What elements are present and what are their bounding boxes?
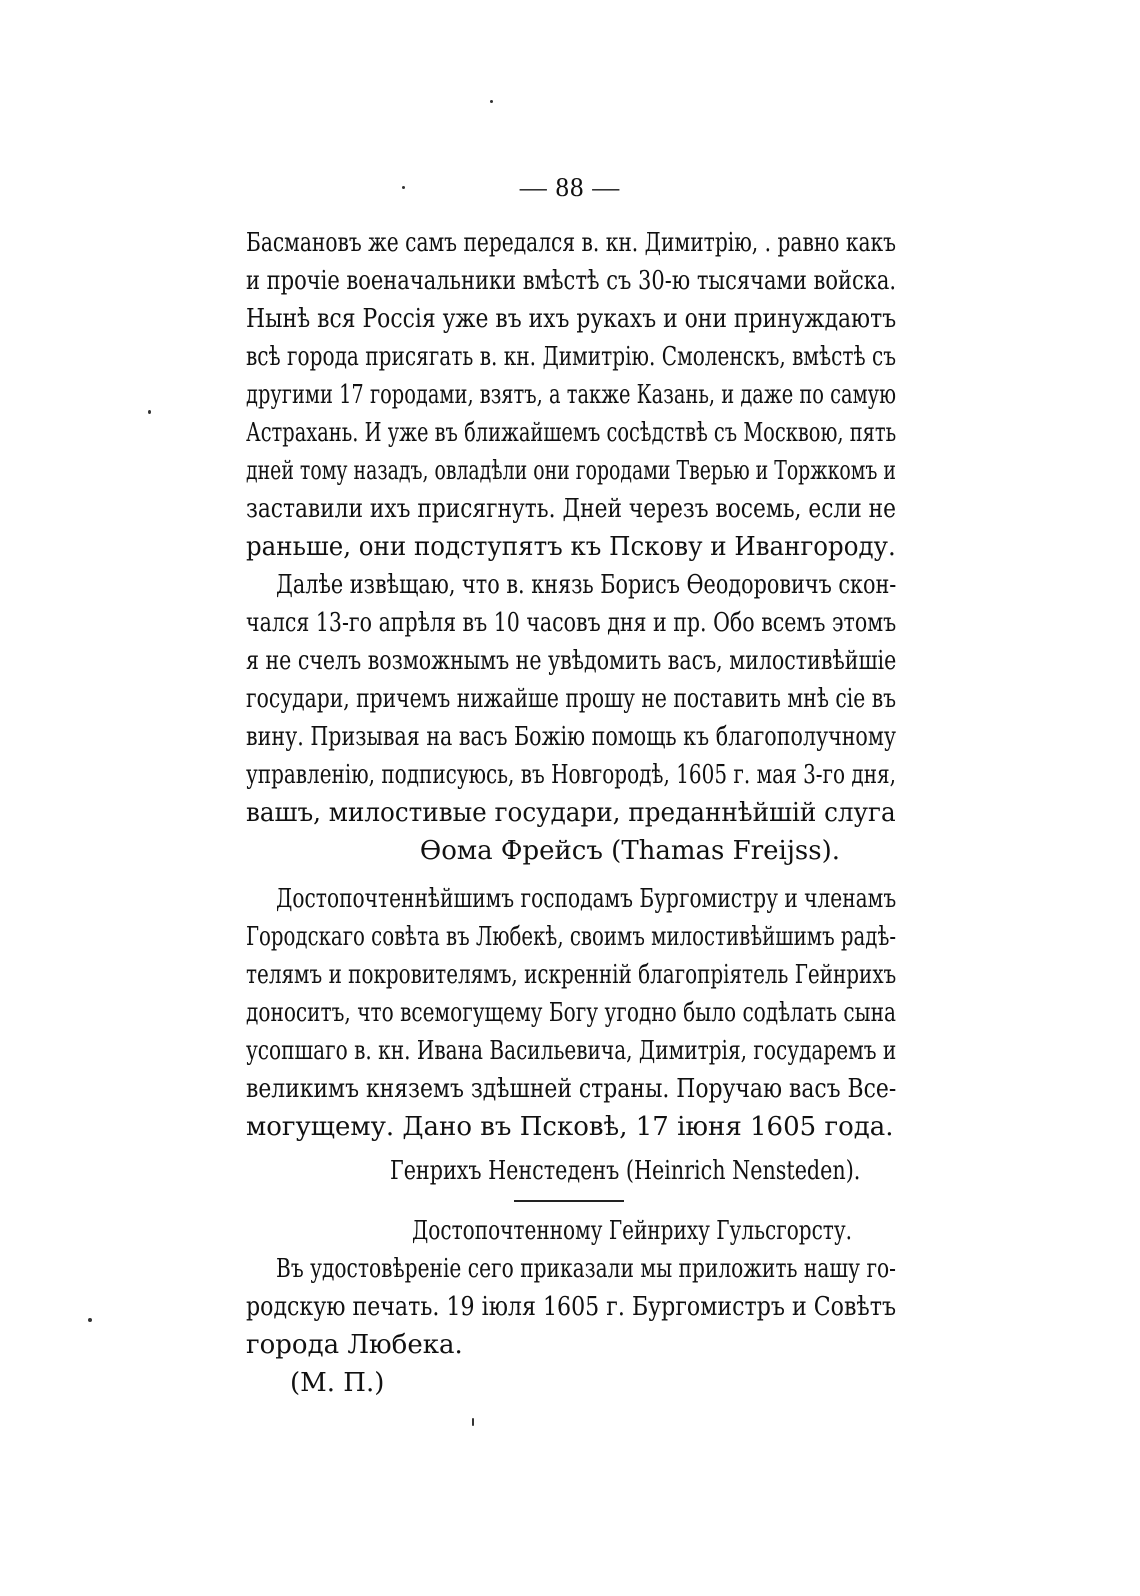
seal-mark: (М. П.): [290, 1368, 385, 1398]
text-line: могущему. Дано въ Псковѣ, 17 іюня 1605 года.: [246, 1112, 894, 1142]
text-line: раньше, они подступятъ къ Пскову и Ивангороду.: [246, 532, 896, 562]
section-divider: [514, 1200, 624, 1202]
text-line: города Любека.: [246, 1330, 463, 1360]
signature-freijss: Ѳома Фрейсъ (Thamas Freijss).: [419, 836, 840, 866]
paper-speck: [88, 1318, 92, 1322]
text-line: доноситъ, что всемогущему Богу угодно было содѣлать сына: [246, 998, 896, 1028]
text-line: Нынѣ вся Россія уже въ ихъ рукахъ и они принуждаютъ: [246, 304, 897, 334]
address-line: Достопочтенному Гейнриху Гульсгорсту.: [412, 1216, 853, 1246]
paper-speck: [148, 410, 151, 414]
text-line: Достопочтеннѣйшимъ господамъ Бургомистру и членамъ: [276, 884, 897, 914]
paper-speck: [402, 186, 405, 189]
text-line: телямъ и покровителямъ, искренній благопріятель Гейнрихъ: [246, 960, 897, 990]
text-line: и прочіе военачальники вмѣстѣ съ 30-ю тысячами войска.: [246, 266, 897, 296]
text-line: дней тому назадъ, овладѣли они городами Тверью и Торжкомъ и: [246, 456, 896, 486]
text-line: вашъ, милостивые государи, преданнѣйшій слуга: [246, 798, 896, 828]
text-line: заставили ихъ присягнуть. Дней черезъ восемь, если не: [246, 494, 896, 524]
text-line: Далѣе извѣщаю, что в. князь Борисъ Ѳеодоровичъ скон-: [276, 570, 897, 600]
text-line: Городскаго совѣта въ Любекѣ, своимъ милостивѣйшимъ радѣ-: [246, 922, 896, 952]
text-line: великимъ княземъ здѣшней страны. Поручаю васъ Все-: [246, 1074, 897, 1104]
text-line: Астрахань. И уже въ ближайшемъ сосѣдствѣ съ Москвою, пять: [246, 418, 897, 448]
text-line: управленію, подписуюсь, въ Новгородѣ, 1605 г. мая 3-го дня,: [246, 760, 896, 790]
text-line: родскую печать. 19 іюля 1605 г. Бургомистръ и Совѣтъ: [246, 1292, 896, 1322]
text-line: государи, причемъ нижайше прошу не поставить мнѣ сіе въ: [246, 684, 897, 714]
text-line: Басмановъ же самъ передался в. кн. Димитрію, . равно какъ: [246, 228, 896, 258]
text-line: чался 13-го апрѣля въ 10 часовъ дня и пр. Обо всемъ этомъ: [246, 608, 897, 638]
text-line: вину. Призывая на васъ Божію помощь къ благополучному: [246, 722, 896, 752]
text-line: другими 17 городами, взятъ, а также Казань, и даже по самую: [246, 380, 896, 410]
text-line: Въ удостовѣреніе сего приказали мы приложить нашу го-: [276, 1254, 896, 1284]
signature-nensteden: Генрихъ Ненстеденъ (Heinrich Nensteden).: [390, 1156, 861, 1186]
paper-speck: [490, 100, 493, 103]
paper-speck: [472, 1418, 474, 1426]
text-line: усопшаго в. кн. Ивана Васильевича, Димитрія, государемъ и: [246, 1036, 897, 1066]
page-number: — 88 —: [519, 172, 621, 202]
text-line: я не счелъ возможнымъ не увѣдомить васъ, милостивѣйшіе: [246, 646, 897, 676]
text-line: всѣ города присягать в. кн. Димитрію. Смоленскъ, вмѣстѣ съ: [246, 342, 896, 372]
